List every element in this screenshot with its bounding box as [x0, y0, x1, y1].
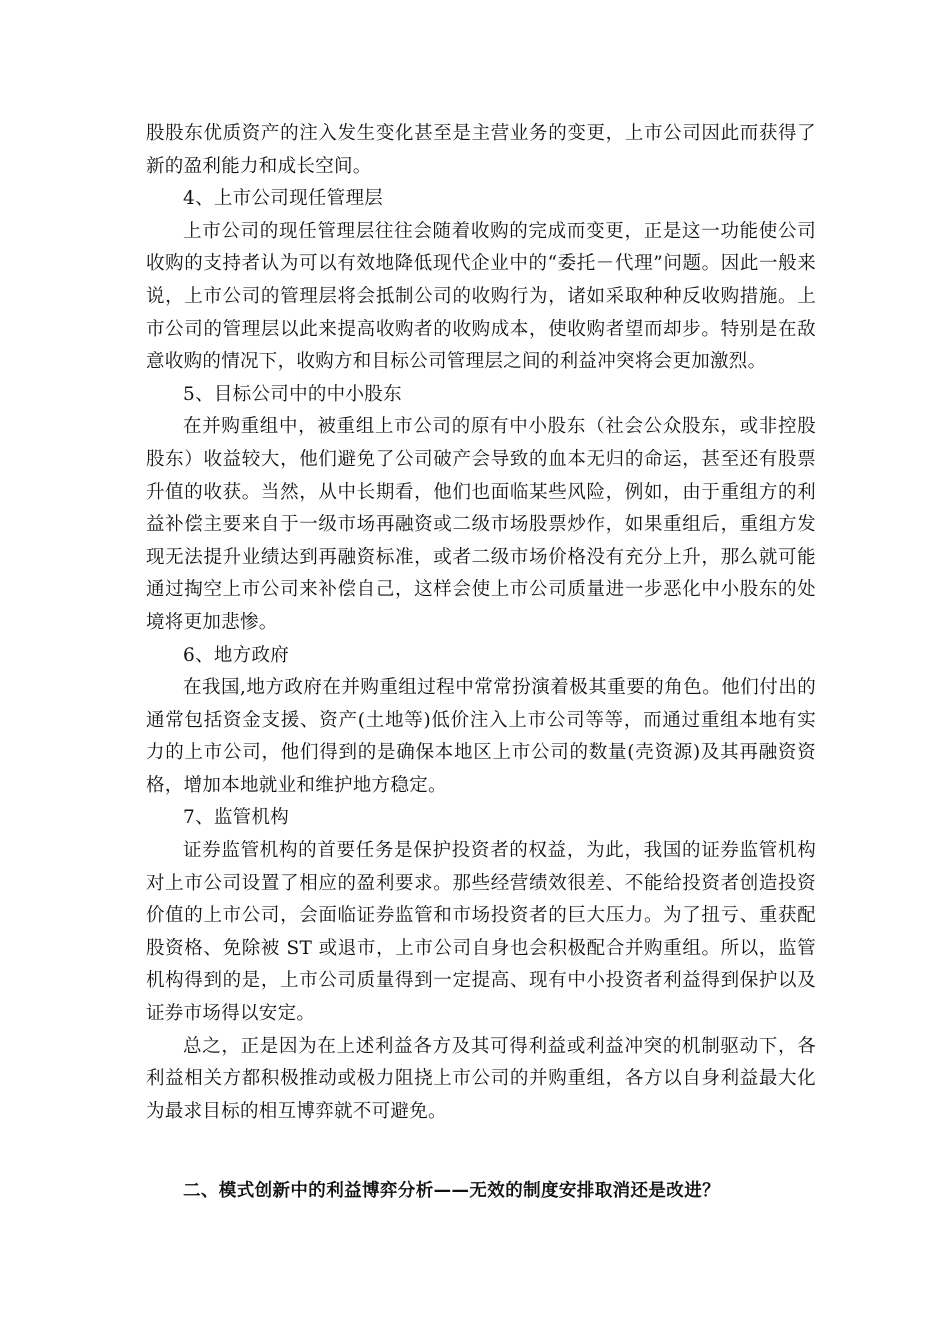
paragraph-minority-shareholders: 在并购重组中，被重组上市公司的原有中小股东（社会公众股东，或非控股股东）收益较大，他们避免了公司破产会导致的血本无归的命运，甚至还有股票升值的收获。当然，从中长期看，他们也面临某些风险，例如，由于重组方的利益补偿主要来自于一级市场再融资或二级市场股票炒作，如果重组后，重组方发现无法提升业绩达到再融资标准，或者二级市场价格没有充分上升，那么就可能通过掏空上市公司来补偿自己，这样会使上市公司质量进一步恶化中小股东的处境将更加悲惨。	[146, 416, 816, 633]
paragraph-continuation: 股股东优质资产的注入发生变化甚至是主营业务的变更，上市公司因此而获得了新的盈利能力和成长空间。	[146, 123, 816, 177]
paragraph-local-government: 在我国,地方政府在并购重组过程中常常扮演着极其重要的角色。他们付出的通常包括资金支援、资产(土地等)低价注入上市公司等等，而通过重组本地有实力的上市公司，他们得到的是确保本地区上市公司的数量(壳资源)及其再融资资格，增加本地就业和维护地方稳定。	[146, 677, 816, 796]
subheading-local-government: 6、地方政府	[183, 644, 290, 666]
document-body	[146, 118, 816, 1128]
subheading-regulators: 7、监管机构	[183, 807, 290, 829]
section-heading: 二、模式创新中的利益博弈分析——无效的制度安排取消还是改进？	[183, 1181, 720, 1201]
paragraph-regulators: 证券监管机构的首要任务是保护投资者的权益，为此，我国的证券监管机构对上市公司设置了相应的盈利要求。那些经营绩效很差、不能给投资者创造投资价值的上市公司，会面临证券监管和市场投资者的巨大压力。为了扭亏、重获配股资格、免除被 ST 或退市，上市公司自身也会积极配合并购重组。所以，监管机构得到的是，上市公司质量得到一定提高、现有中小投资者利益得到保护以及证券市场得以安定。	[146, 840, 816, 1025]
paragraph-management: 上市公司的现任管理层往往会随着收购的完成而变更，正是这一功能使公司收购的支持者认为可以有效地降低现代企业中的“委托－代理”问题。因此一般来说，上市公司的管理层将会抵制公司的收购行为，诸如采取种种反收购措施。上市公司的管理层以此来提高收购者的收购成本，使收购者望而却步。特别是在敌意收购的情况下，收购方和目标公司管理层之间的利益冲突将会更加激烈。	[146, 220, 816, 373]
subheading-management: 4、上市公司现任管理层	[183, 188, 384, 210]
subheading-minority-shareholders: 5、目标公司中的中小股东	[183, 383, 402, 405]
paragraph-summary: 总之，正是因为在上述利益各方及其可得利益或利益冲突的机制驱动下，各利益相关方都积极推动或极力阻挠上市公司的并购重组，各方以自身利益最大化为最求目标的相互博弈就不可避免。	[146, 1035, 816, 1122]
